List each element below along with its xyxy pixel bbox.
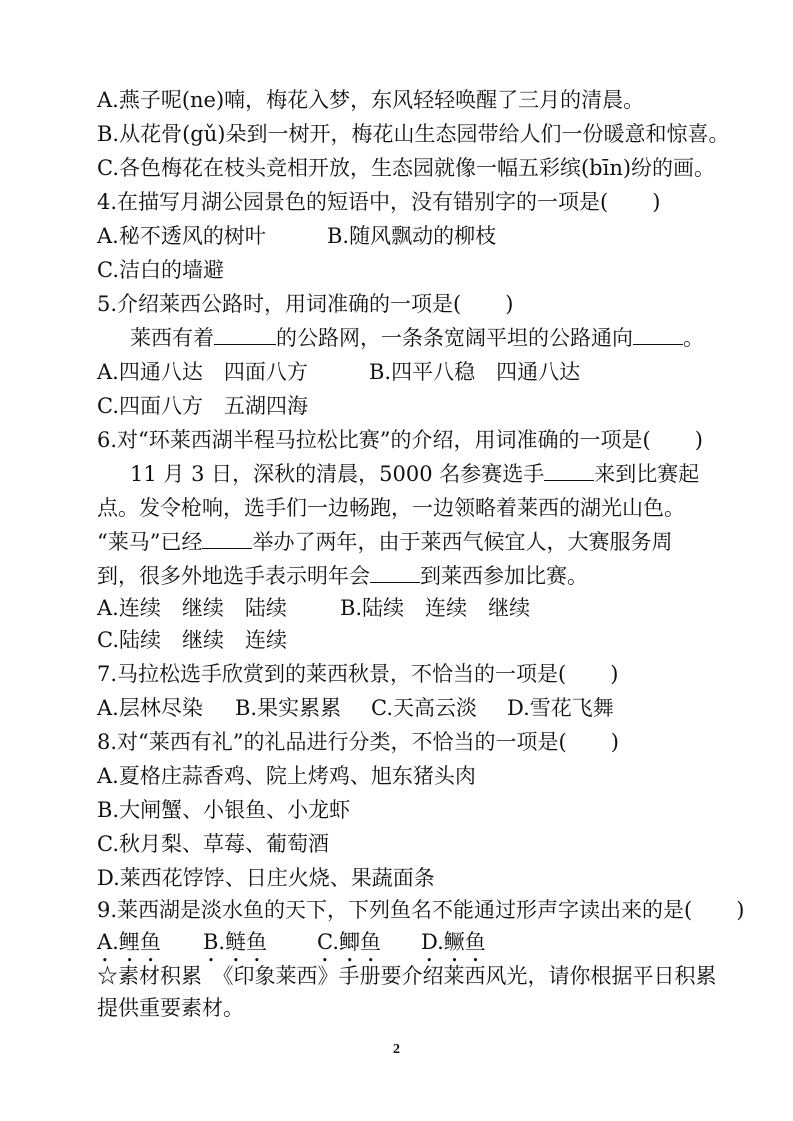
- fill-blank: [633, 326, 683, 345]
- q9-option-b: B.鲢鱼: [203, 930, 268, 954]
- q4-option-b: B.随风飘动的柳枝: [327, 224, 497, 248]
- question-9: [97, 896, 744, 924]
- q5-text-1: 莱西有着: [130, 326, 214, 350]
- q3-option-b: B.从花骨(gǔ)朵到一树开，梅花山生态园带给人们一份暖意和惊喜。: [97, 122, 730, 146]
- q7-option-d: D.雪花飞舞: [507, 696, 614, 720]
- fill-blank: [544, 462, 594, 481]
- q8-option-c: C.秋月梨、草莓、葡萄酒: [97, 832, 329, 856]
- question-8: [97, 728, 619, 756]
- q7-option-c: C.天高云淡: [371, 696, 477, 720]
- q5-text-2: 的公路网，一条条宽阔平坦的公路通向: [276, 326, 633, 350]
- q6-option-a: A.连续 继续 陆续: [97, 596, 287, 620]
- q8-option-a: A.夏格庄蒜香鸡、院上烤鸡、旭东猪头肉: [97, 764, 476, 788]
- question-6-close: ): [694, 428, 703, 452]
- q6-option-c: C.陆续 继续 连续: [97, 628, 287, 652]
- question-8-close: ): [610, 730, 619, 754]
- question-7-stem: 7.马拉松选手欣赏到的莱西秋景，不恰当的一项是(: [97, 662, 567, 686]
- question-7-close: ): [610, 662, 619, 686]
- q6-text: 11 月 3 日，深秋的清晨，5000 名参赛选手: [130, 462, 545, 486]
- question-4-stem: 4.在描写月湖公园景色的短语中，没有错别字的一项是(: [97, 190, 609, 214]
- question-5: [97, 290, 513, 318]
- question-6-stem: 6.对“环莱西湖半程马拉松比赛”的介绍，用词准确的一项是(: [97, 428, 651, 452]
- q7-options: [97, 694, 614, 722]
- q6-text: “莱马”已经: [97, 530, 203, 554]
- q6-text: 来到比赛起: [594, 462, 700, 486]
- question-4-close: ): [652, 190, 661, 214]
- q5-option-c: C.四面八方 五湖四海: [97, 394, 308, 418]
- q4-option-a: A.秘不透风的树叶: [97, 224, 266, 248]
- question-7: [97, 660, 618, 688]
- q6-text: 举办了两年，由于莱西气候宜人，大赛服务周: [252, 530, 673, 554]
- q7-option-b: B.果实累累: [235, 696, 342, 720]
- q6-option-b: B.陆续 连续 继续: [340, 596, 531, 620]
- question-5-stem: 5.介绍莱西公路时，用词准确的一项是(: [97, 292, 462, 316]
- q4-option-c: C.洁白的墙避: [97, 258, 224, 282]
- q6-options-row1: [97, 594, 530, 622]
- q3-option-c: C.各色梅花在枝头竞相开放，生态园就像一幅五彩缤(bīn)纷的画。: [97, 156, 716, 180]
- q7-option-a: A.层林尽染: [97, 696, 203, 720]
- q6-passage-line-1: [130, 460, 699, 488]
- q9-option-a: A.鲤鱼: [97, 930, 161, 954]
- q6-text: 到莱西参加比赛。: [420, 564, 588, 588]
- question-4: [97, 188, 660, 216]
- q6-passage-line-4: [97, 562, 588, 590]
- fill-blank: [370, 564, 420, 583]
- q6-text: 到，很多外地选手表示明年会: [97, 564, 370, 588]
- q9-option-d: D.鳜鱼: [421, 930, 486, 954]
- page-number: 2: [393, 1042, 400, 1057]
- q5-sentence: [130, 324, 704, 352]
- fill-blank: [214, 326, 276, 345]
- q5-option-b: B.四平八稳 四通八达: [369, 360, 581, 384]
- fill-blank: [202, 530, 252, 549]
- q5-options-row1: [97, 358, 580, 386]
- q3-option-a: A.燕子呢(ne)喃，梅花入梦，东风轻轻唤醒了三月的清晨。: [97, 88, 645, 112]
- q6-passage-line-2: 点。发令枪响，选手们一边畅跑，一边领略着莱西的湖光山色。: [97, 496, 685, 520]
- q9-option-c: C.鲫鱼: [317, 930, 381, 954]
- q5-text-3: 。: [683, 326, 704, 350]
- question-8-stem: 8.对“莱西有礼”的礼品进行分类，不恰当的一项是(: [97, 730, 567, 754]
- material-section-line-2: 提供重要素材。: [97, 996, 244, 1020]
- question-6: [97, 426, 703, 454]
- q8-option-d: D.莱西花饽饽、日庄火烧、果蔬面条: [97, 866, 435, 890]
- q4-options-row1: [97, 222, 496, 250]
- q5-option-a: A.四通八达 四面八方: [97, 360, 308, 384]
- question-5-close: ): [505, 292, 514, 316]
- material-section-line-1: ☆素材积累 《印象莱西》手册要介绍莱西风光，请你根据平日积累: [97, 964, 717, 988]
- question-9-stem: 9.莱西湖是淡水鱼的天下，下列鱼名不能通过形声字读出来的是(: [97, 898, 693, 922]
- question-9-close: ): [736, 898, 745, 922]
- q8-option-b: B.大闸蟹、小银鱼、小龙虾: [97, 798, 351, 822]
- q6-passage-line-3: [97, 528, 672, 556]
